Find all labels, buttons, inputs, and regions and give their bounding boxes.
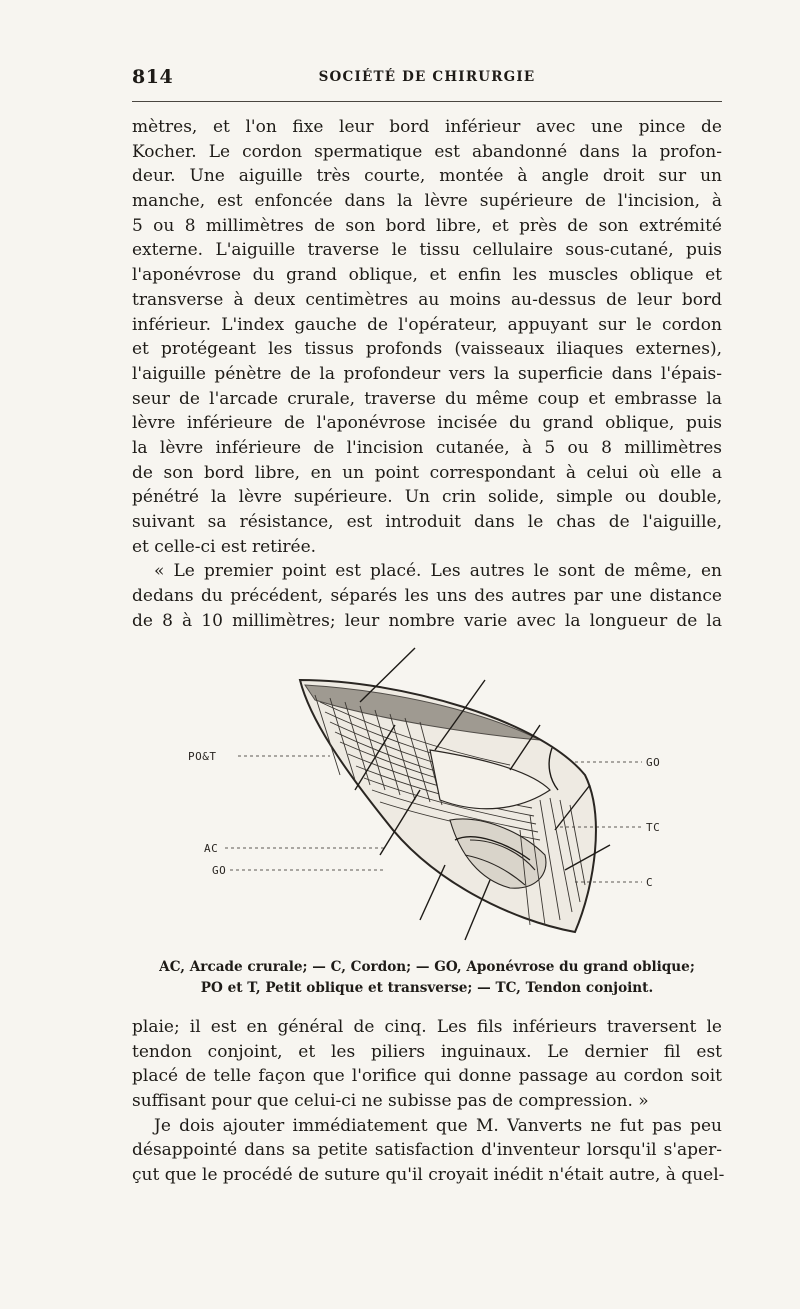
- text-line: transverse à deux centimètres au moins au-dessus de leur bord: [132, 289, 722, 310]
- label-tc: TC: [646, 821, 661, 834]
- text-line: et celle-ci est retirée.: [132, 536, 317, 557]
- text-line: çut que le procédé de suture qu'il croyait inédit n'était autre, à quel-: [132, 1165, 725, 1186]
- text-line: seur de l'arcade crurale, traverse du même coup et embrasse la: [132, 388, 722, 409]
- text-line: l'aponévrose du grand oblique, et enfin les muscles oblique et: [132, 265, 722, 286]
- text-line: pénétré la lèvre supérieure. Un crin solide, simple ou double,: [132, 487, 722, 508]
- text-line: manche, est enfoncée dans la lèvre supérieure de l'incision, à: [132, 191, 722, 212]
- body-text-bottom: [132, 1015, 725, 1188]
- text-line: inférieur. L'index gauche de l'opérateur, appuyant sur le cordon: [132, 314, 722, 335]
- page-number: 814: [132, 66, 174, 88]
- text-line: de 8 à 10 millimètres; leur nombre varie avec la longueur de la: [132, 610, 722, 631]
- text-line: deur. Une aiguille très courte, montée à angle droit sur un: [132, 166, 722, 187]
- text-line: désappointé dans sa petite satisfaction d'inventeur lorsqu'il s'aper-: [132, 1140, 722, 1161]
- caption-line: AC, Arcade crurale; — C, Cordon; — GO, Aponévrose du grand oblique;: [159, 959, 695, 975]
- running-title: SOCIÉTÉ DE CHIRURGIE: [318, 69, 536, 85]
- text-line: dedans du précédent, séparés les uns des autres par une distance: [132, 586, 722, 607]
- text-line: placé de telle façon que l'orifice qui donne passage au cordon soit: [132, 1066, 722, 1087]
- label-ac: AC: [204, 842, 219, 855]
- text-line: externe. L'aiguille traverse le tissu cellulaire sous-cutané, puis: [132, 240, 722, 261]
- caption-line: PO et T, Petit oblique et transverse; — TC, Tendon conjoint.: [200, 980, 654, 996]
- text-line: plaie; il est en général de cinq. Les fils inférieurs traversent le: [132, 1017, 722, 1037]
- text-line: suivant sa résistance, est introduit dans le chas de l'aiguille,: [132, 512, 722, 532]
- label-po-t: PO&T: [188, 750, 217, 763]
- body-text-top: [132, 115, 722, 633]
- anatomical-figure: [180, 640, 680, 950]
- page-header: [132, 66, 722, 92]
- label-go-left: GO: [212, 864, 227, 877]
- text-line: la lèvre inférieure de l'incision cutanée, à 5 ou 8 millimètres: [132, 437, 722, 458]
- text-line: Je dois ajouter immédiatement que M. Vanverts ne fut pas peu: [154, 1115, 722, 1136]
- text-line: Kocher. Le cordon spermatique est abandonné dans la profon-: [132, 141, 722, 162]
- text-line: 5 ou 8 millimètres de son bord libre, et près de son extrémité: [132, 215, 722, 236]
- label-go-right: GO: [646, 756, 661, 769]
- text-line: lèvre inférieure de l'aponévrose incisée du grand oblique, puis: [132, 413, 722, 434]
- text-line: suffisant pour que celui-ci ne subisse pas de compression. »: [132, 1091, 649, 1112]
- text-line: tendon conjoint, et les piliers inguinaux. Le dernier fil est: [132, 1041, 722, 1062]
- header-rule: [132, 101, 722, 102]
- text-line: et protégeant les tissus profonds (vaisseaux iliaques externes),: [132, 339, 722, 360]
- text-line: mètres, et l'on fixe leur bord inférieur avec une pince de: [132, 117, 722, 137]
- figure-caption: [132, 957, 722, 999]
- text-line: de son bord libre, en un point correspondant à celui où elle a: [132, 462, 722, 483]
- text-line: l'aiguille pénètre de la profondeur vers la superficie dans l'épais-: [132, 363, 722, 384]
- hernia-suture-engraving: [180, 640, 680, 950]
- text-line: « Le premier point est placé. Les autres le sont de même, en: [154, 561, 722, 582]
- label-c: C: [646, 876, 654, 889]
